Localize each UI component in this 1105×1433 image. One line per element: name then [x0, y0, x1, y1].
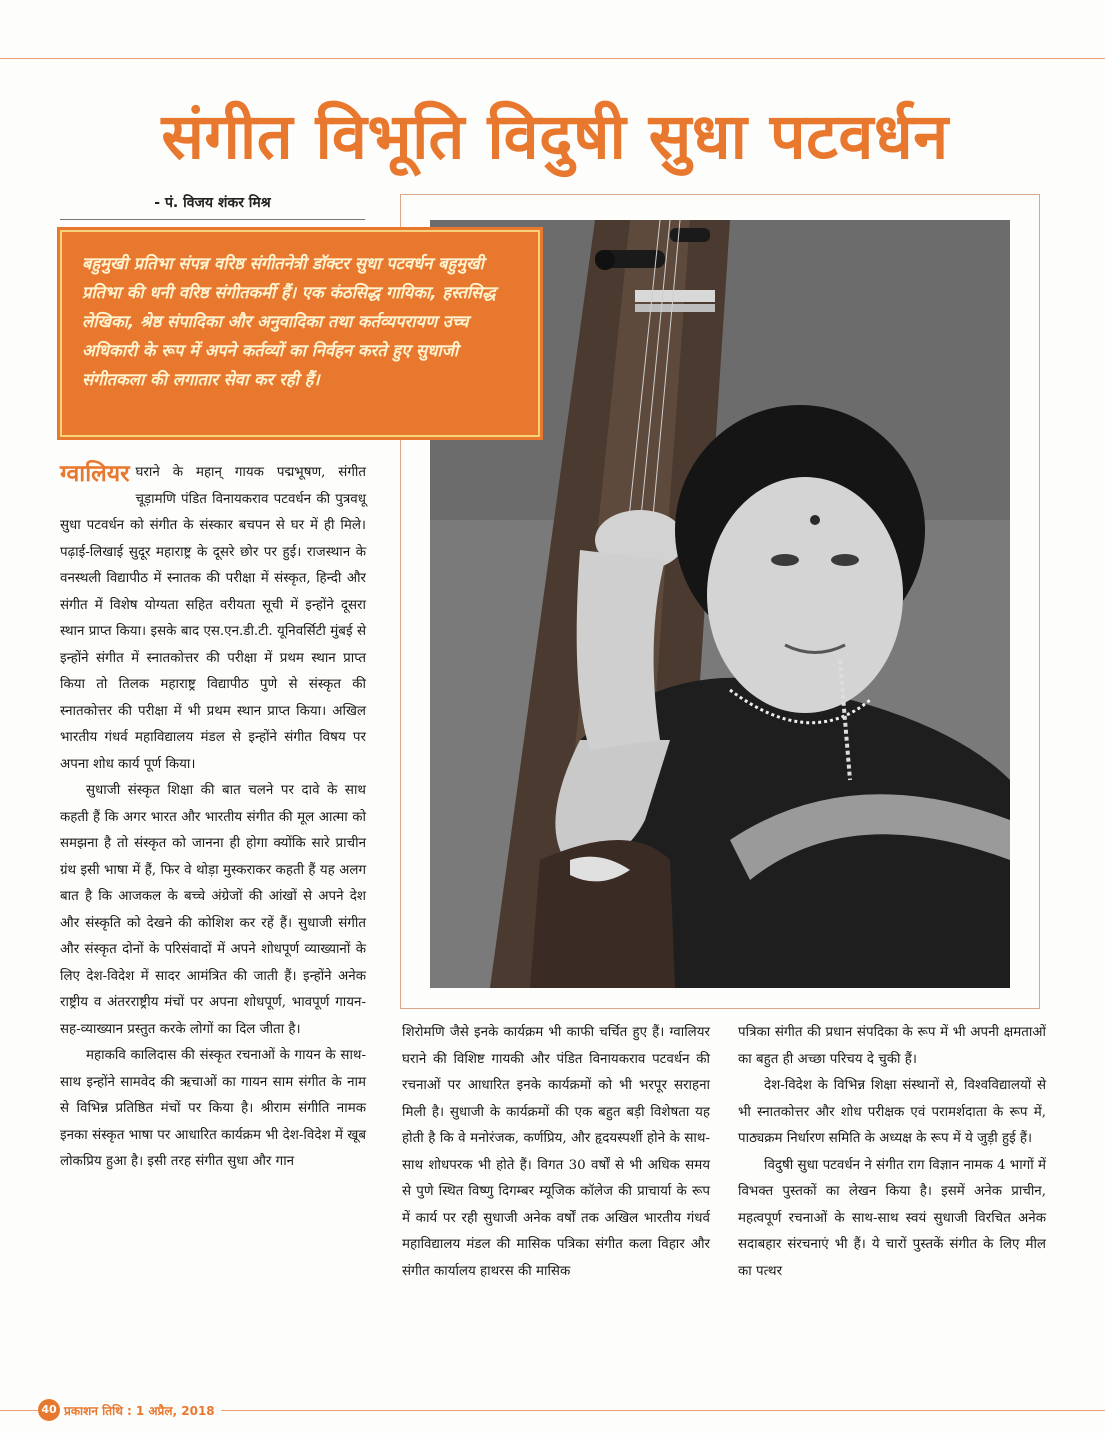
top-rule: [0, 58, 1105, 59]
paragraph: [60, 460, 366, 778]
headline: संगीत विभूति विदुषी सुधा पटवर्धन: [161, 100, 949, 173]
pull-quote-text: बहुमुखी प्रतिभा संपन्न वरिष्ठ संगीतनेत्री डॉक्टर सुधा पटवर्धन बहुमुखी प्रतिभा की धनी वरिष्ठ संगीतकर्मी हैं। एक कंठसिद्ध गायिका, हस्तसिद्ध लेखिका, श्रेष्ठ संपादिका और अनुवादिका तथा कर्तव्यपरायण उच्च अधिकारी के रूप में अपने कर्तव्यों का निर्वहन करते हुए सुधाजी संगीतकला की लगातार सेवा कर रही हैं।: [82, 254, 496, 389]
paragraph: विदुषी सुधा पटवर्धन ने संगीत राग विज्ञान नामक 4 भागों में विभक्त पुस्तकों का लेखन किया है। इसमें अनेक प्राचीन, महत्वपूर्ण रचनाओं के साथ-साथ स्वयं सुधाजी विरचित अनेक सदाबहार संरचनाएं भी हैं। ये चारों पुस्तकें संगीत के लिए मील का पत्थर: [738, 1157, 1046, 1279]
pull-quote-box: [60, 230, 540, 437]
paragraph: शिरोमणि जैसे इनके कार्यक्रम भी काफी चर्चित हुए हैं। ग्वालियर घराने की विशिष्ट गायकी और पंडित विनायकराव पटवर्धन की रचनाओं पर आधारित इनके कार्यक्रमों को भी भरपूर सराहना मिली है। सुधाजी के कार्यक्रमों की एक बहुत बड़ी विशेषता यह होती है कि वे मनोरंजक, कर्णप्रिय, और हृदयस्पर्शी होने के साथ-साथ शोधपरक भी होते हैं। विगत 30 वर्षों से भी अधिक समय से पुणे स्थित विष्णु दिगम्बर म्यूजिक कॉलेज की प्राचार्या के रूप में कार्य पर रही सुधाजी अनेक वर्षों तक अखिल भारतीय गंधर्व महाविद्यालय मंडल की मासिक पत्रिका संगीत कला विहार और संगीत कार्यालय हाथरस की मासिक: [402, 1025, 710, 1279]
paragraph: महाकवि कालिदास की संस्कृत रचनाओं के गायन के साथ-साथ इन्होंने सामवेद की ऋचाओं का गायन साम संगीत के नाम से विभिन्न प्रतिष्ठित मंचों पर किया है। श्रीराम संगीति नामक इनका संस्कृत भाषा पर आधारित कार्यक्रम भी देश-विदेश में खूब लोकप्रिय हुआ है। इसी तरह संगीत सुधा और गान: [60, 1048, 366, 1169]
paragraph: सुधाजी संस्कृत शिक्षा की बात चलने पर दावे के साथ कहती हैं कि अगर भारत और भारतीय संगीत की मूल आत्मा को समझना है तो संस्कृत को जानना ही होगा क्योंकि सारे प्राचीन ग्रंथ इसी भाषा में हैं, फिर वे थोड़ा मुस्कराकर कहती हैं यह अलग बात है कि आजकल के बच्चे अंग्रेजों की आंखों से अपने देश और संस्कृति को देखने की कोशिश कर रहें हैं। सुधाजी संगीत और संस्कृत दोनों के परिसंवादों में अपने शोधपूर्ण व्याख्यानों के लिए देश-विदेश में सादर आमंत्रित की जाती हैं। इन्होंने अनेक राष्ट्रीय व अंतरराष्ट्रीय मंचों पर अपना शोधपूर्ण, भावपूर्ण गायन-सह-व्याख्यान प्रस्तुत करके लोगों का दिल जीता है।: [60, 783, 366, 1037]
page-footer: [38, 1397, 221, 1423]
publication-date-label: प्रकाशन तिथि :: [64, 1403, 132, 1418]
publication-date: 1 अप्रैल, 2018: [135, 1403, 215, 1418]
byline: - पं. विजय शंकर मिश्र: [60, 193, 365, 220]
paragraph-text: घराने के महान् गायक पद्मभूषण, संगीत चूड़ामणि पंडित विनायकराव पटवर्धन की पुत्रवधू सुधा पटवर्धन को संगीत के संस्कार बचपन से घर में ही मिले। पढ़ाई-लिखाई सुदूर महाराष्ट्र के दूसरे छोर पर हुई। राजस्थान के वनस्थली विद्यापीठ में स्नातक की परीक्षा में संस्कृत, हिन्दी और संगीत में विशेष योग्यता सहित वरीयता सूची में इन्होंने दूसरा स्थान प्राप्त किया। इसके बाद एस.एन.डी.टी. यूनिवर्सिटी मुंबई से इन्होंने संगीत में स्नातकोत्तर की परीक्षा में प्रथम स्थान प्राप्त किया तो तिलक महाराष्ट्र विद्यापीठ पुणे से संस्कृत की स्नातकोत्तर की परीक्षा में भी प्रथम स्थान प्राप्त किया। अखिल भारतीय गंधर्व महाविद्यालय मंडल से इन्होंने संगीत विषय पर अपना शोध कार्य पूर्ण किया।: [60, 465, 366, 772]
paragraph: देश-विदेश के विभिन्न शिक्षा संस्थानों से, विश्वविद्यालयों से भी स्नातकोत्तर और शोध परीक्षक एवं परामर्शदाता के रूप में, पाठ्यक्रम निर्धारण समिति के अध्यक्ष के रूप में ये जुड़ी हुई हैं।: [738, 1078, 1046, 1146]
text-column-1: [60, 460, 366, 1176]
page-number: 40: [38, 1399, 60, 1421]
text-column-3: [738, 1020, 1046, 1285]
lead-word: ग्वालियर: [60, 461, 130, 487]
paragraph: पत्रिका संगीत की प्रधान संपदिका के रूप में भी अपनी क्षमताओं का बहुत ही अच्छा परिचय दे चुकी हैं।: [738, 1025, 1046, 1067]
text-column-2: [402, 1020, 710, 1285]
